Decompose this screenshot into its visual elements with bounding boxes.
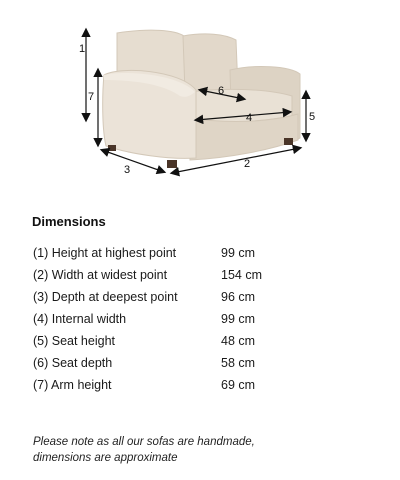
table-row bbox=[33, 330, 262, 352]
sofa-diagram bbox=[0, 0, 400, 200]
table-row bbox=[33, 286, 262, 308]
sofa-leg-front-left bbox=[167, 160, 177, 168]
table-row bbox=[33, 352, 262, 374]
marker-2: 2 bbox=[244, 158, 251, 170]
dimension-label: (2) Width at widest point bbox=[33, 268, 168, 282]
sofa-image bbox=[103, 30, 300, 168]
marker-5: 5 bbox=[309, 111, 316, 123]
dimension-value: 99 cm bbox=[221, 246, 256, 260]
handmade-note: Please note as all our sofas are handmade, dimensions are approximate bbox=[33, 436, 255, 464]
marker-7: 7 bbox=[88, 91, 95, 103]
dimension-label: (3) Depth at deepest point bbox=[33, 290, 178, 304]
marker-6: 6 bbox=[218, 85, 225, 97]
dimension-value: 48 cm bbox=[221, 334, 256, 348]
sofa-dimension-illustration bbox=[0, 0, 400, 200]
marker-1: 1 bbox=[79, 43, 86, 55]
table-row bbox=[33, 264, 262, 286]
dimension-value: 58 cm bbox=[221, 356, 256, 370]
dimension-label: (1) Height at highest point bbox=[33, 246, 177, 260]
sofa-leg-back-left bbox=[108, 145, 116, 151]
dimension-label: (5) Seat height bbox=[33, 334, 115, 348]
dimension-value: 96 cm bbox=[221, 290, 256, 304]
dimension-label: (7) Arm height bbox=[33, 378, 112, 392]
dimension-value: 154 cm bbox=[221, 268, 262, 282]
marker-4: 4 bbox=[246, 112, 253, 124]
dimension-value: 69 cm bbox=[221, 378, 256, 392]
table-row bbox=[33, 308, 262, 330]
dimensions-title: Dimensions bbox=[32, 214, 106, 229]
marker-3: 3 bbox=[124, 164, 131, 176]
table-row bbox=[33, 374, 262, 396]
table-row bbox=[33, 242, 262, 264]
dimension-label: (6) Seat depth bbox=[33, 356, 113, 370]
dimensions-table bbox=[33, 242, 262, 396]
dimension-value: 99 cm bbox=[221, 312, 256, 326]
sofa-leg-front-right bbox=[284, 138, 293, 145]
dimension-label: (4) Internal width bbox=[33, 312, 127, 326]
